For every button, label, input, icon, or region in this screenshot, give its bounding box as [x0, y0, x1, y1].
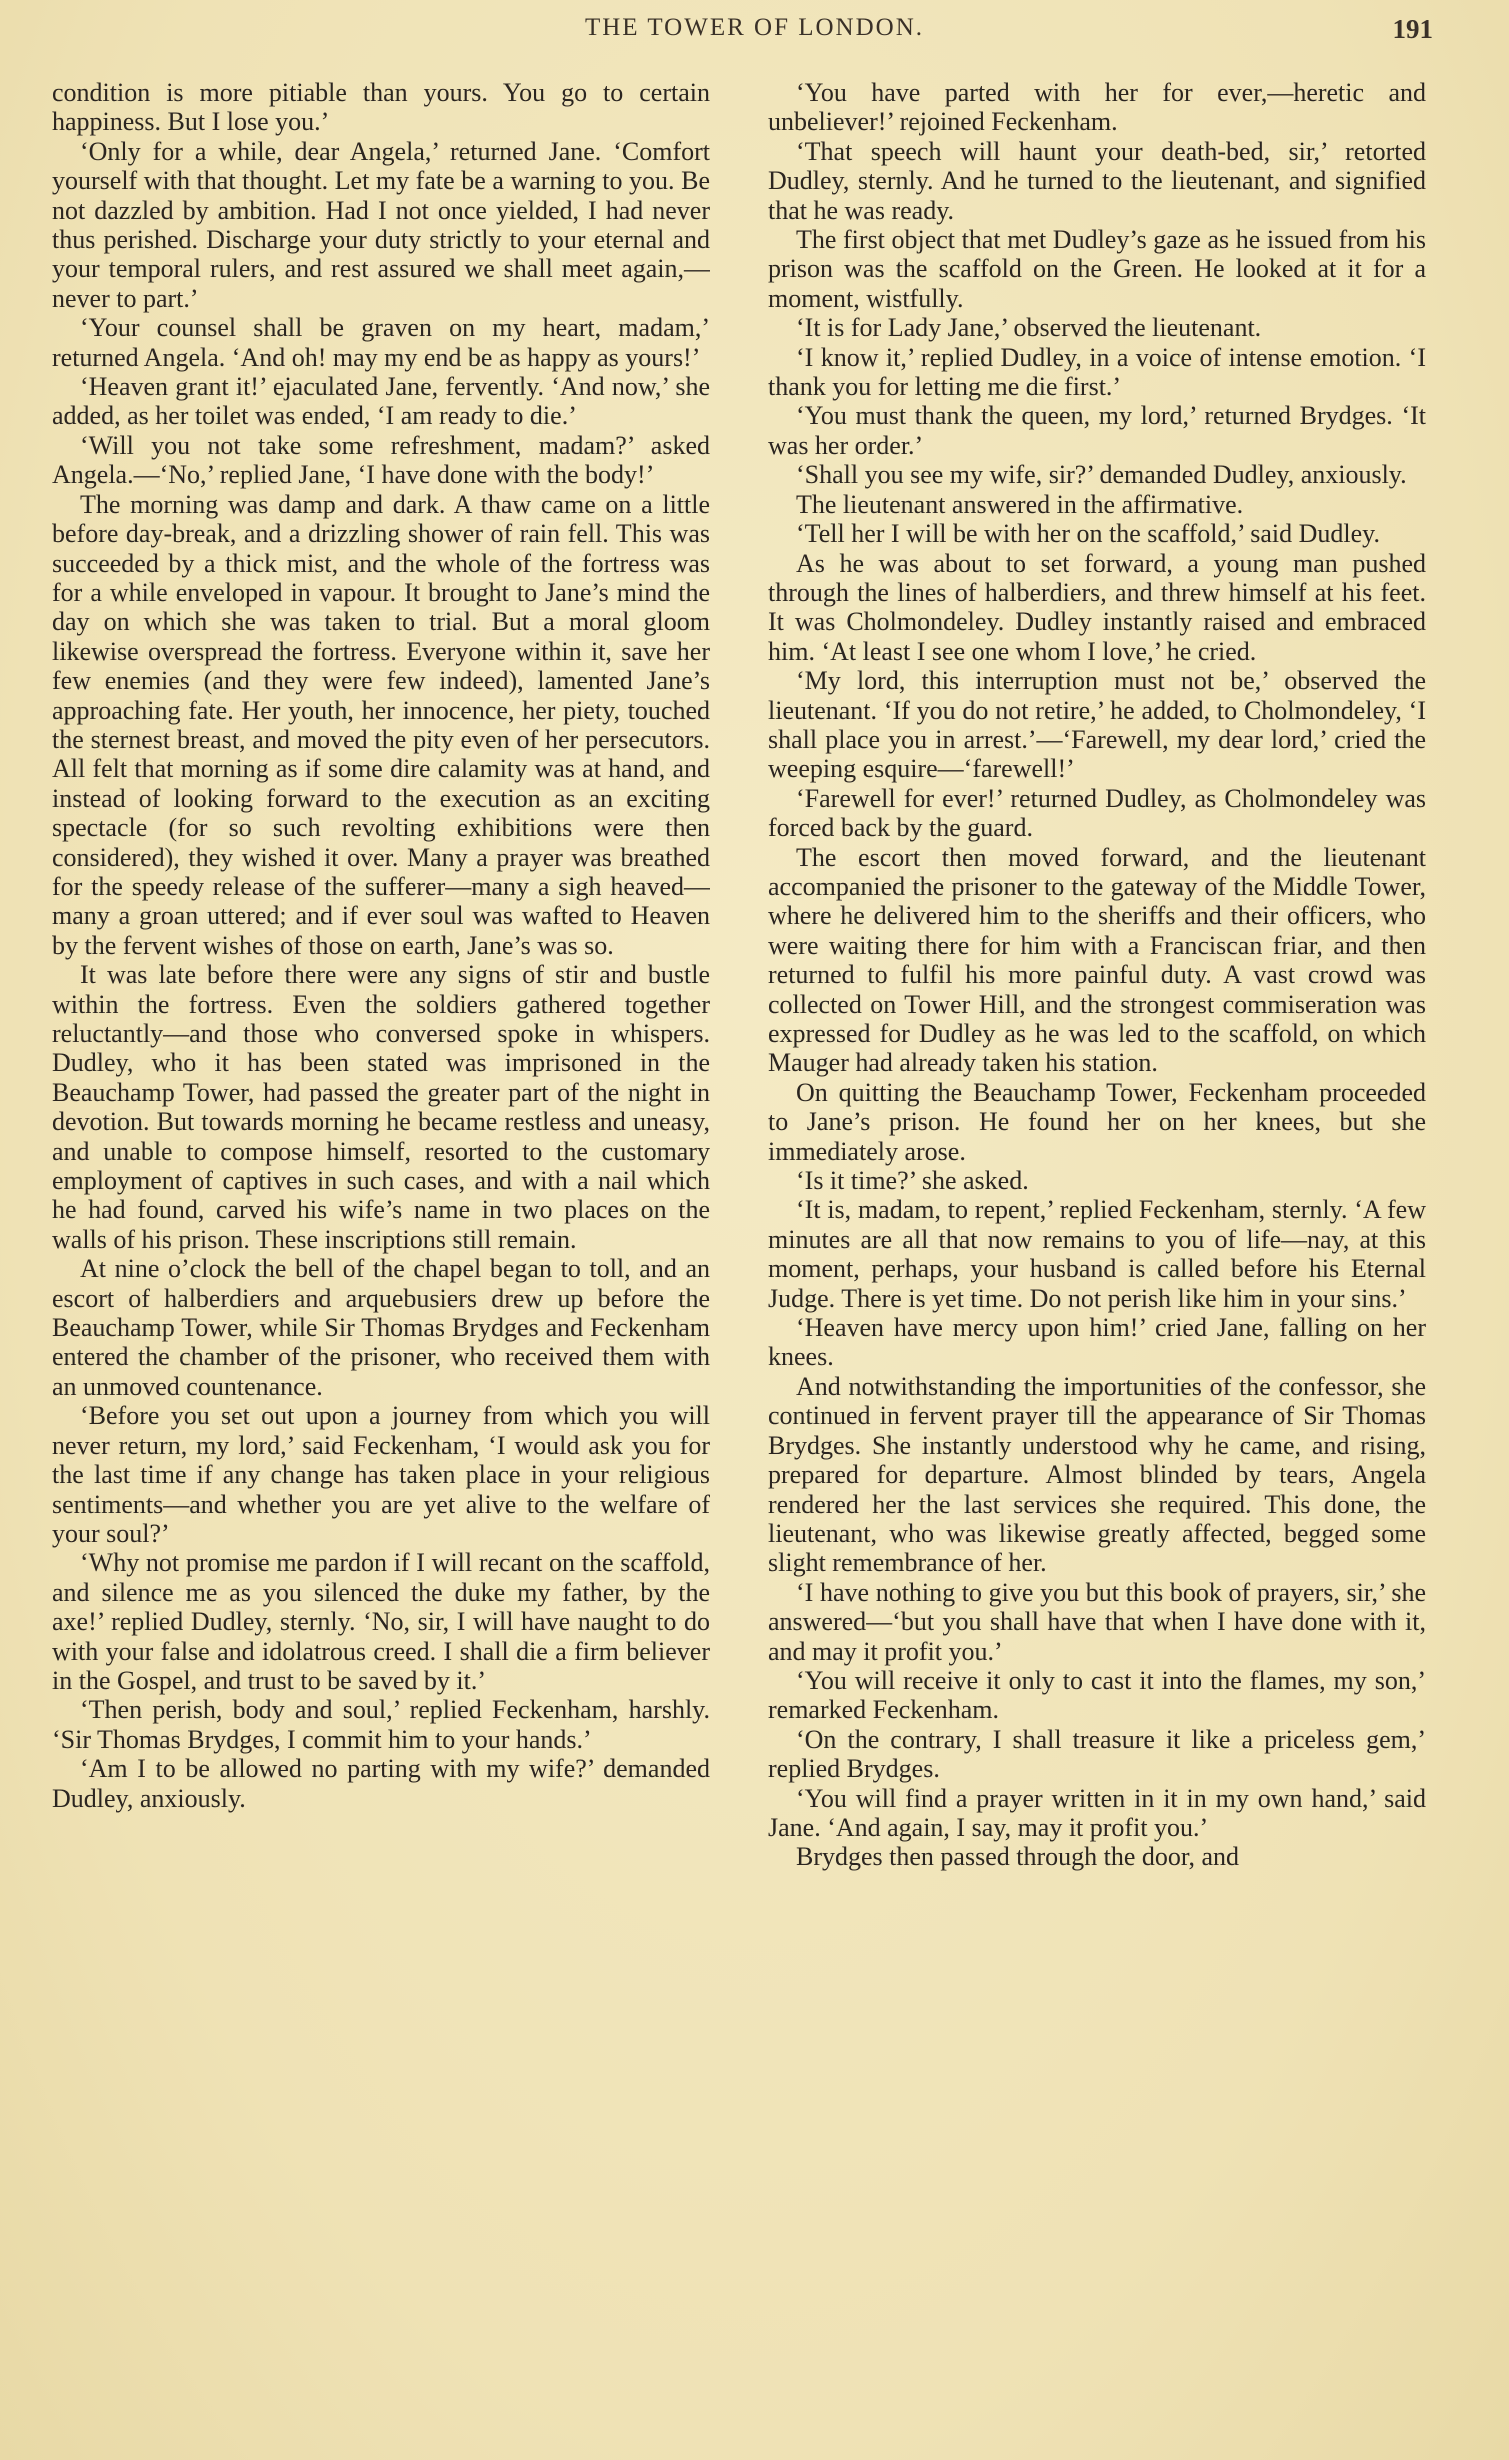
paragraph: The first object that met Dudley’s gaze as he issued from his prison was the scaffold on the Green. He looked at it for a moment, wistfully. [768, 225, 1426, 313]
paragraph: The lieutenant answered in the affirmative. [796, 489, 1244, 519]
right-column [768, 78, 1426, 2448]
paragraph: At nine o’clock the bell of the chapel began to toll, and an escort of halberdiers and arquebusiers drew up before the Beauchamp Tower, while Sir Thomas Brydges and Feckenham entered the chamber of the prisoner, who received them with an unmoved countenance. [52, 1254, 710, 1401]
paragraph: ‘It is for Lady Jane,’ observed the lieutenant. [796, 313, 1262, 343]
paragraph: condition is more pitiable than yours. You go to certain happiness. But I lose you.’ [52, 78, 710, 137]
paragraph: On quitting the Beauchamp Tower, Feckenham proceeded to Jane’s prison. He found her on her knees, but she immediately arose. [768, 1077, 1426, 1166]
paragraph: ‘Is it time?’ she asked. [796, 1166, 1029, 1196]
paragraph: As he was about to set forward, a young man pushed through the lines of halberdiers, and threw himself at his feet. It was Cholmondeley. Dudley instantly raised and embraced him. ‘At least I see one whom I love,’ he cried. [768, 548, 1426, 666]
paragraph: ‘Farewell for ever!’ returned Dudley, as Cholmondeley was forced back by the guard. [768, 783, 1426, 843]
page-number: 191 [1392, 14, 1433, 44]
paragraph: ‘On the contrary, I shall treasure it like a priceless gem,’ replied Brydges. [768, 1724, 1426, 1784]
paragraph: Brydges then passed through the door, and [796, 1842, 1240, 1872]
paragraph: ‘Then perish, body and soul,’ replied Feckenham, harshly. ‘Sir Thomas Brydges, I commit him to your hands.’ [52, 1695, 710, 1754]
paragraph: And notwithstanding the importunities of the confessor, she continued in fervent prayer till the appearance of Sir Thomas Brydges. She instantly understood why he came, and rising, prepared for departure. Almost blinded by tears, Angela rendered her the last services she required. This done, the lieutenant, who was likewise greatly affected, begged some slight remembrance of her. [768, 1371, 1426, 1578]
paragraph: ‘You will receive it only to cast it into the flames, my son,’ remarked Feckenham. [768, 1665, 1426, 1725]
paragraph: ‘Heaven have mercy upon him!’ cried Jane, falling on her knees. [768, 1313, 1426, 1372]
paragraph: ‘Heaven grant it!’ ejaculated Jane, fervently. ‘And now,’ she added, as her toilet was ended, ‘I am ready to die.’ [52, 372, 710, 431]
running-header [52, 14, 1457, 54]
paragraph: It was late before there were any signs of stir and bustle within the fortress. Even the soldiers gathered together reluctantly—and those who conversed spoke in whispers. Dudley, who it has been stated was imprisoned in the Beauchamp Tower, had passed the greater part of the night in devotion. But towards morning he became restless and uneasy, and unable to compose himself, resorted to the customary employment of captives in such cases, and with a nail which he had found, carved his wife’s name in two places on the walls of his prison. These inscriptions still remain. [52, 960, 710, 1254]
paragraph: ‘That speech will haunt your death-bed, sir,’ retorted Dudley, sternly. And he turned to the lieutenant, and signified that he was ready. [768, 136, 1426, 225]
paragraph: The morning was damp and dark. A thaw came on a little before day-break, and a drizzling shower of rain fell. This was succeeded by a thick mist, and the whole of the fortress was for a while enveloped in vapour. It brought to Jane’s mind the day on which she was taken to trial. But a moral gloom likewise overspread the fortress. Everyone within it, save her few enemies (and they were few indeed), lamented Jane’s approaching fate. Her youth, her innocence, her piety, touched the sternest breast, and moved the pity even of her persecutors. All felt that morning as if some dire calamity was at hand, and instead of looking forward to the execution as an exciting spectacle (for so such revolting exhibitions were then considered), they wished it over. Many a prayer was breathed for the speedy release of the sufferer—many a sigh heaved—many a groan uttered; and if ever soul was wafted to Heaven by the fervent wishes of those on earth, Jane’s was so. [52, 489, 710, 960]
paragraph: ‘You must thank the queen, my lord,’ returned Brydges. ‘It was her order.’ [768, 401, 1426, 460]
paragraph: ‘I have nothing to give you but this book of prayers, sir,’ she answered—‘but you shall have that when I have done with it, and may it profit you.’ [768, 1577, 1426, 1666]
paragraph: ‘I know it,’ replied Dudley, in a voice of intense emotion. ‘I thank you for letting me die first.’ [768, 342, 1426, 402]
paragraph: ‘Why not promise me pardon if I will recant on the scaffold, and silence me as you silenced the duke my father, by the axe!’ replied Dudley, sternly. ‘No, sir, I will have naught to do with your false and idolatrous creed. I shall die a firm believer in the Gospel, and trust to be saved by it.’ [52, 1548, 710, 1695]
paragraph: ‘It is, madam, to repent,’ replied Feckenham, sternly. ‘A few minutes are all that now remains to you of life—nay, at this moment, perhaps, your husband is called before his Eternal Judge. There is yet time. Do not perish like him in your sins.’ [768, 1195, 1426, 1313]
paragraph: ‘My lord, this interruption must not be,’ observed the lieutenant. ‘If you do not retire,’ he added, to Cholmondeley, ‘I shall place you in arrest.’—‘Farewell, my dear lord,’ cried the weeping esquire—‘farewell!’ [768, 666, 1426, 784]
paragraph: ‘Am I to be allowed no parting with my wife?’ demanded Dudley, anxiously. [52, 1754, 710, 1813]
paragraph: ‘You will find a prayer written in it in my own hand,’ said Jane. ‘And again, I say, may it profit you.’ [768, 1783, 1426, 1842]
paragraph: ‘You have parted with her for ever,—heretic and unbeliever!’ rejoined Feckenham. [768, 78, 1426, 137]
paragraph: ‘Your counsel shall be graven on my heart, madam,’ returned Angela. ‘And oh! may my end be as happy as yours!’ [52, 313, 710, 372]
paragraph: ‘Before you set out upon a journey from which you will never return, my lord,’ said Feckenham, ‘I would ask you for the last time if any change has taken place in your religious sentiments—and whether you are yet alive to the welfare of your soul?’ [52, 1401, 710, 1548]
left-column [52, 78, 710, 2448]
paragraph: ‘Will you not take some refreshment, madam?’ asked Angela.—‘No,’ replied Jane, ‘I have done with the body!’ [52, 430, 710, 490]
paragraph: The escort then moved forward, and the lieutenant accompanied the prisoner to the gateway of the Middle Tower, where he delivered him to the sheriffs and their officers, who were waiting there for him with a Franciscan friar, and then returned to fulfil his more painful duty. A vast crowd was collected on Tower Hill, and the strongest commiseration was expressed for Dudley as he was led to the scaffold, on which Mauger had already taken his station. [768, 842, 1426, 1078]
paragraph: ‘Shall you see my wife, sir?’ demanded Dudley, anxiously. [796, 460, 1407, 490]
running-title: THE TOWER OF LONDON. [584, 14, 925, 41]
paragraph: ‘Tell her I will be with her on the scaffold,’ said Dudley. [796, 519, 1380, 549]
paragraph: ‘Only for a while, dear Angela,’ returned Jane. ‘Comfort yourself with that thought. Let my fate be a warning to you. Be not dazzled by ambition. Had I not once yielded, I had never thus perished. Discharge your duty strictly to your eternal and your temporal rulers, and rest assured we shall meet again,—never to part.’ [52, 136, 710, 313]
